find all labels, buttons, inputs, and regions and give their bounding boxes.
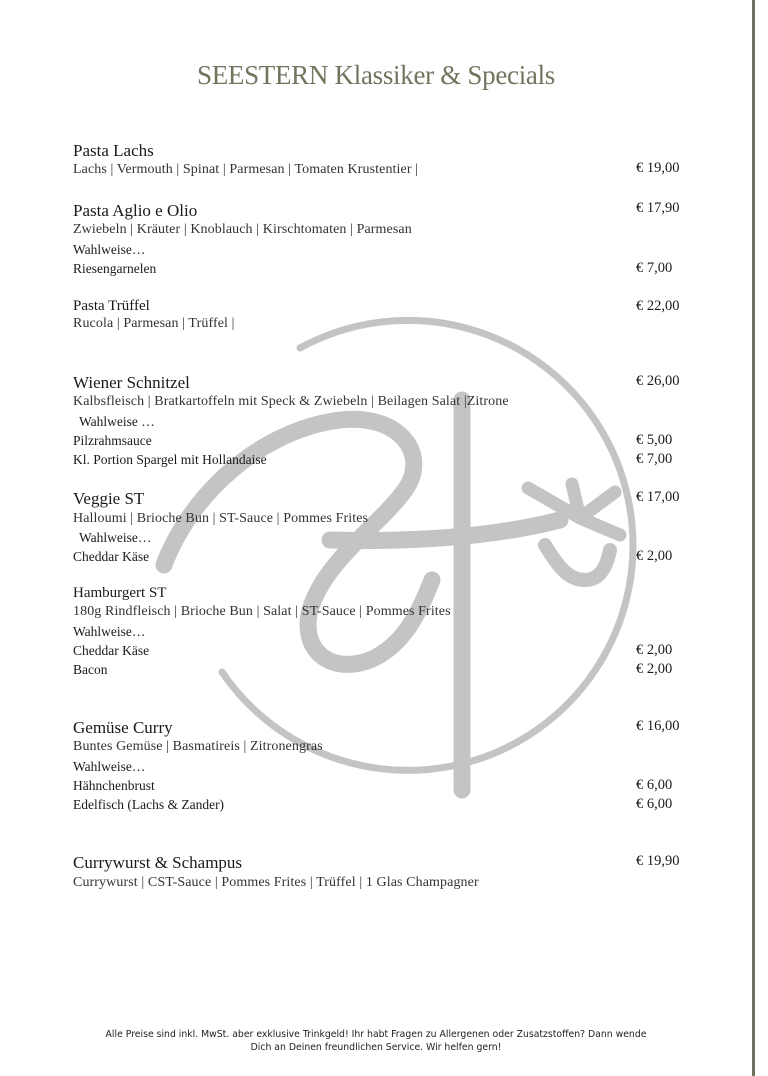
option-item: Kl. Portion Spargel mit Hollandaise	[73, 452, 267, 467]
page-title: SEESTERN Klassiker & Specials	[196, 60, 555, 90]
dish-price: € 22,00	[636, 298, 680, 314]
dish-description: Kalbsfleisch | Bratkartoffeln mit Speck & Zwiebeln | Beilagen Salat |Zitrone	[73, 394, 509, 409]
dish-name: Currywurst & Schampus	[73, 853, 243, 872]
footer-line: Dich an Deinen freundlichen Service. Wir helfen gern!	[250, 1042, 502, 1053]
dish-name: Pasta Aglio e Olio	[73, 201, 198, 220]
dish-price: € 16,00	[636, 718, 680, 734]
option-label: Wahlweise…	[73, 624, 146, 639]
option-price: € 5,00	[636, 432, 673, 448]
option-price: € 6,00	[636, 777, 673, 793]
dish-price: € 17,00	[636, 489, 680, 505]
option-label: Wahlweise …	[79, 414, 155, 429]
option-item: Hähnchenbrust	[73, 778, 155, 793]
option-item: Cheddar Käse	[73, 643, 150, 658]
dish-description: Buntes Gemüse | Basmatireis | Zitronengras	[73, 739, 323, 754]
dish-description: Zwiebeln | Kräuter | Knoblauch | Kirschtomaten | Parmesan	[73, 222, 412, 237]
option-price: € 2,00	[636, 661, 673, 677]
option-item: Bacon	[73, 662, 108, 677]
dish-price: € 19,00	[636, 160, 680, 176]
option-item: Cheddar Käse	[73, 549, 150, 564]
option-label: Wahlweise…	[79, 530, 152, 545]
dish-name: Gemüse Curry	[73, 718, 173, 737]
option-price: € 7,00	[636, 451, 673, 467]
option-price: € 2,00	[636, 548, 673, 564]
dish-name: Veggie ST	[73, 489, 145, 508]
dish-name: Wiener Schnitzel	[73, 373, 190, 392]
dish-name: Pasta Trüffel	[73, 298, 150, 314]
right-edge-rule	[752, 0, 755, 1076]
option-item: Riesengarnelen	[73, 261, 157, 276]
dish-price: € 19,90	[636, 853, 680, 869]
option-price: € 6,00	[636, 796, 673, 812]
footer-line: Alle Preise sind inkl. MwSt. aber exklusive Trinkgeld! Ihr habt Fragen zu Allergenen oder Zusatzstoffen? Dann wende	[105, 1029, 647, 1040]
option-price: € 2,00	[636, 642, 673, 658]
footer-note	[0, 1028, 752, 1054]
option-price: € 7,00	[636, 260, 673, 276]
dish-price: € 26,00	[636, 373, 680, 389]
dish-description: Rucola | Parmesan | Trüffel |	[73, 316, 235, 331]
option-item: Pilzrahmsauce	[73, 433, 152, 448]
dish-price: € 17,90	[636, 200, 680, 216]
option-label: Wahlweise…	[73, 242, 146, 257]
dish-name: Hamburgert ST	[73, 585, 167, 601]
seestern-logo-watermark	[150, 280, 673, 800]
dish-description: Halloumi | Brioche Bun | ST-Sauce | Pommes Frites	[73, 511, 369, 526]
option-item: Edelfisch (Lachs & Zander)	[73, 797, 225, 812]
dish-name: Pasta Lachs	[73, 141, 154, 160]
option-label: Wahlweise…	[73, 759, 146, 774]
dish-description: Currywurst | CST-Sauce | Pommes Frites | Trüffel | 1 Glas Champagner	[73, 875, 479, 890]
dish-description: Lachs | Vermouth | Spinat | Parmesan | Tomaten Krustentier |	[73, 162, 419, 177]
dish-description: 180g Rindfleisch | Brioche Bun | Salat | ST-Sauce | Pommes Frites	[73, 604, 451, 619]
